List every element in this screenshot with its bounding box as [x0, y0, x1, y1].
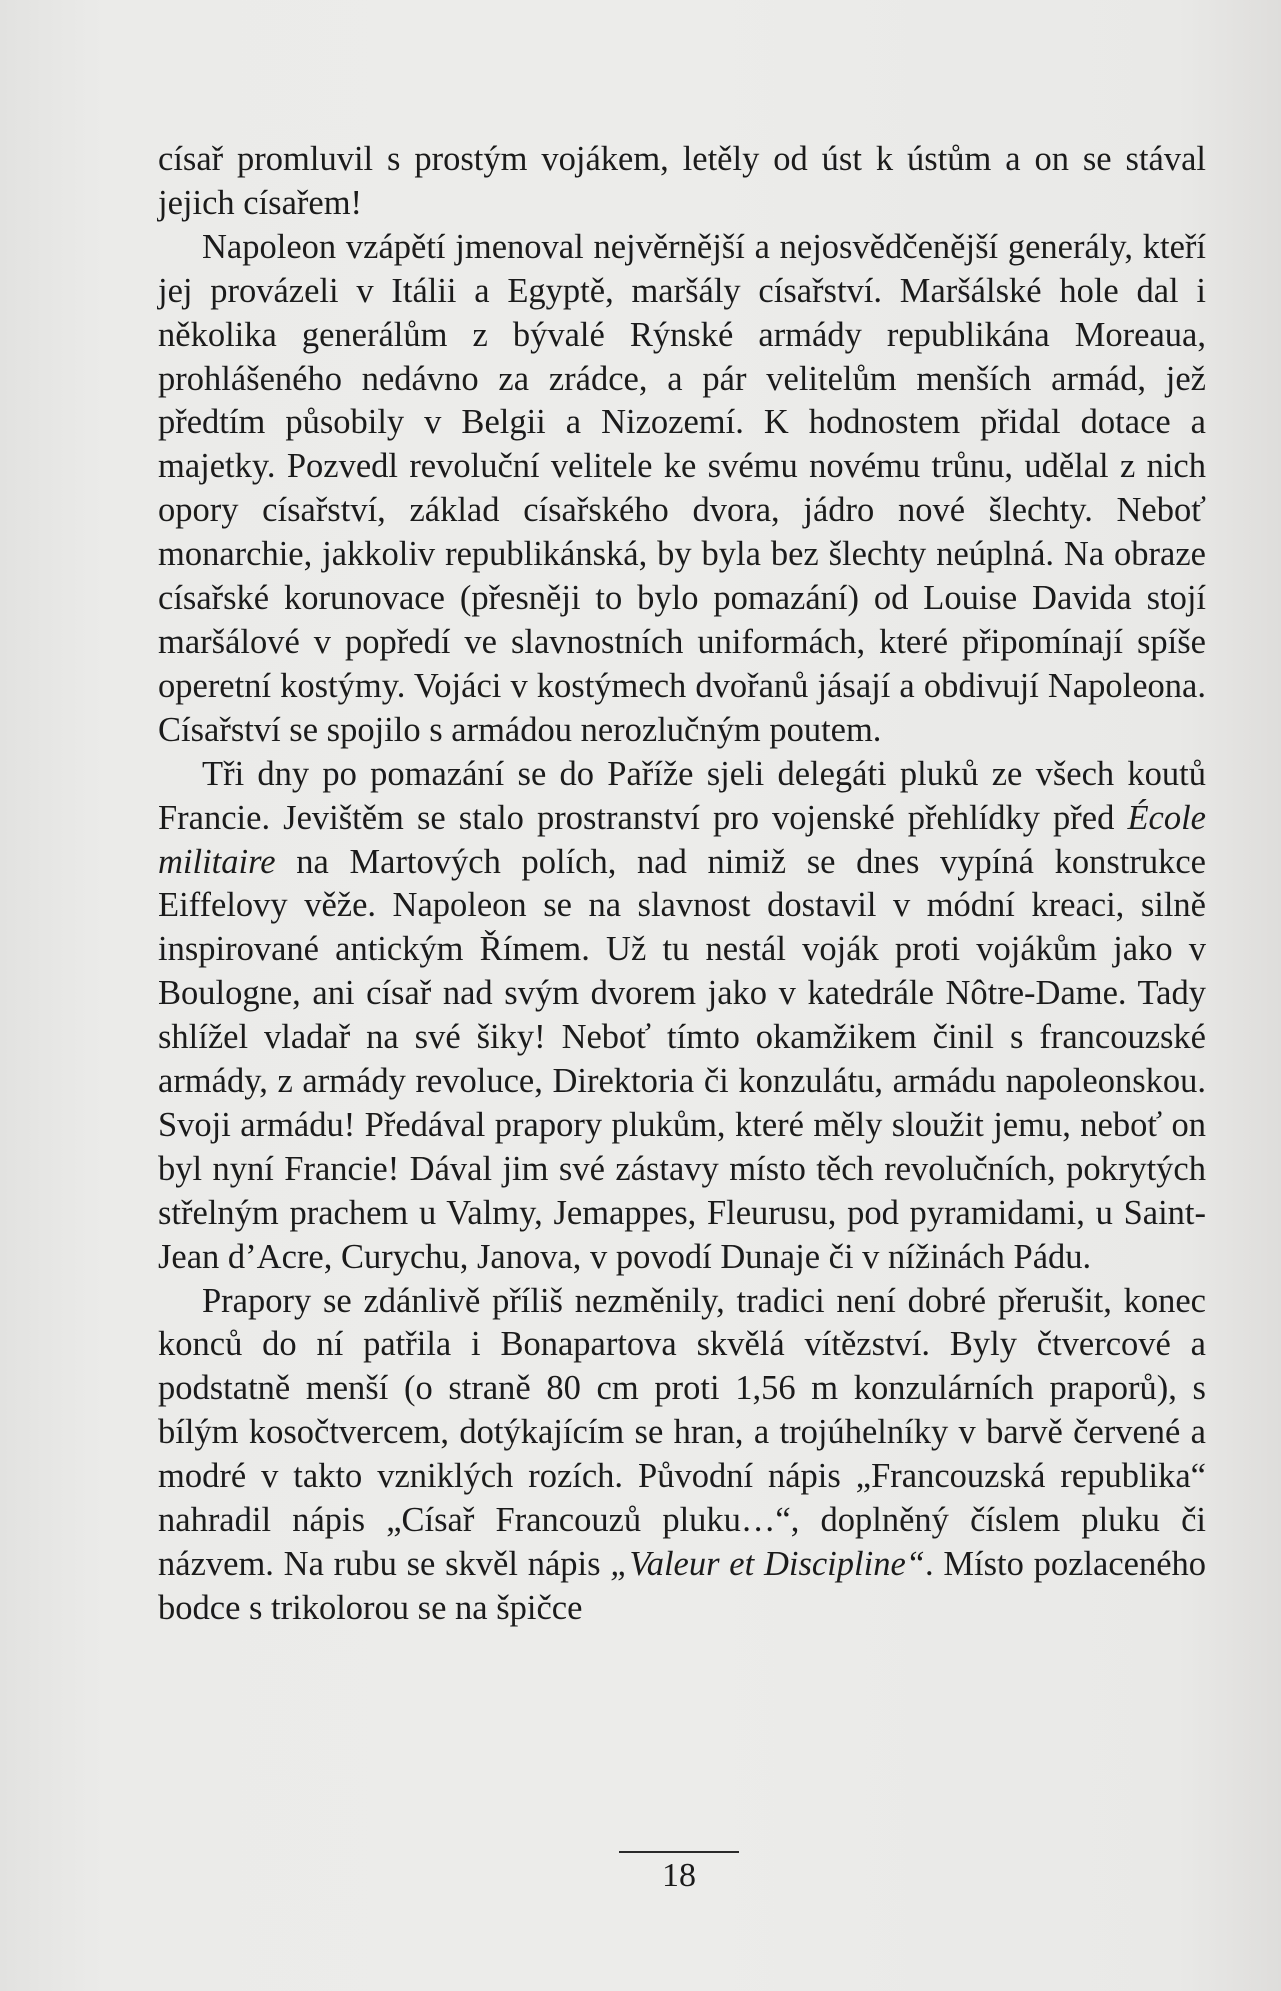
paragraph [158, 226, 1206, 753]
text-run: Napoleon vzápětí jmenoval nejvěrnější a nejosvědčenější generály, kteří jej provázeli v Itálii a Egyptě, maršály císařství. Maršálské hole dal i několika generálům z bývalé Rýnské armády republikána Moreaua, prohlášeného nedávno za zrádce, a pár velitelům menších armád, jež předtím působily v Belgii a Nizozemí. K hodnostem přidal dotace a majetky. Pozvedl revoluční velitele ke svému novému trůnu, udělal z nich opory císařství, základ císařského dvora, jádro nové šlechty. Neboť monarchie, jakkoliv republikánská, by byla bez šlechty neúplná. Na obraze císařské korunovace (přesněji to bylo pomazání) od Louise Davida stojí maršálové v popředí ve slavnostních uniformách, které připomínají spíše operetní kostýmy. Vojáci v kostýmech dvořanů jásají a obdivují Napoleona. Císařství se spojilo s armádou nerozlučným poutem. [158, 227, 1206, 749]
page-number-rule [619, 1851, 739, 1853]
paragraph [158, 753, 1206, 1280]
paragraph [158, 1280, 1206, 1631]
text-run: Prapory se zdánlivě příliš nezměnily, tradici není dobré přerušit, konec konců do ní patřila i Bonapartova skvělá vítězství. Byly čtvercové a podstatně menší (o straně 80 cm proti 1,56 m konzulárních praporů), s bílým kosočtvercem, dotýkajícím se hran, a trojúhelníky v barvě červené a modré v takto vzniklých rozích. Původní nápis „Francouzská republika“ nahradil nápis „Císař Francouzů pluku…“, doplněný číslem pluku či názvem. Na rubu se skvěl nápis [158, 1281, 1206, 1583]
italic-text: École militaire [158, 798, 1206, 881]
body-text [158, 138, 1206, 1631]
text-run: císař promluvil s prostým vojákem, letěly od úst k ústům a on se stával jejich císařem! [158, 140, 1206, 222]
text-run: Tři dny po pomazání se do Paříže sjeli delegáti pluků ze všech koutů Francie. Jevištěm se stalo prostranství pro vojenské přehlídky před [158, 754, 1206, 837]
page-number: 18 [662, 1857, 696, 1894]
italic-text: „Valeur et Discipline“ [610, 1545, 925, 1583]
text-run: na Martových polích, nad nimiž se dnes vypíná konstrukce Eiffelovy věže. Napoleon se na slavnost dostavil v módní kreaci, silně inspirované antickým Římem. Už tu nestál voják proti vojákům jako v Boulogne, ani císař nad svým dvorem jako v katedrále Nôtre-Dame. Tady shlížel vladař na své šiky! Neboť tímto okamžikem činil s francouzské armády, z armády revoluce, Direktoria či konzulátu, armádu napoleonskou. Svoji armádu! Předával prapory plukům, které měly sloužit jemu, neboť on byl nyní Francie! Dával jim své zástavy místo těch revolučních, pokrytých střelným prachem u Valmy, Jemappes, Fleurusu, pod pyramidami, u Saint-Jean d’Acre, Curychu, Janova, v povodí Dunaje či v nížinách Pádu. [158, 842, 1206, 1276]
paragraph [158, 138, 1206, 226]
text-run: . Místo pozlaceného bodce s trikolorou se na špičce [158, 1545, 1207, 1627]
